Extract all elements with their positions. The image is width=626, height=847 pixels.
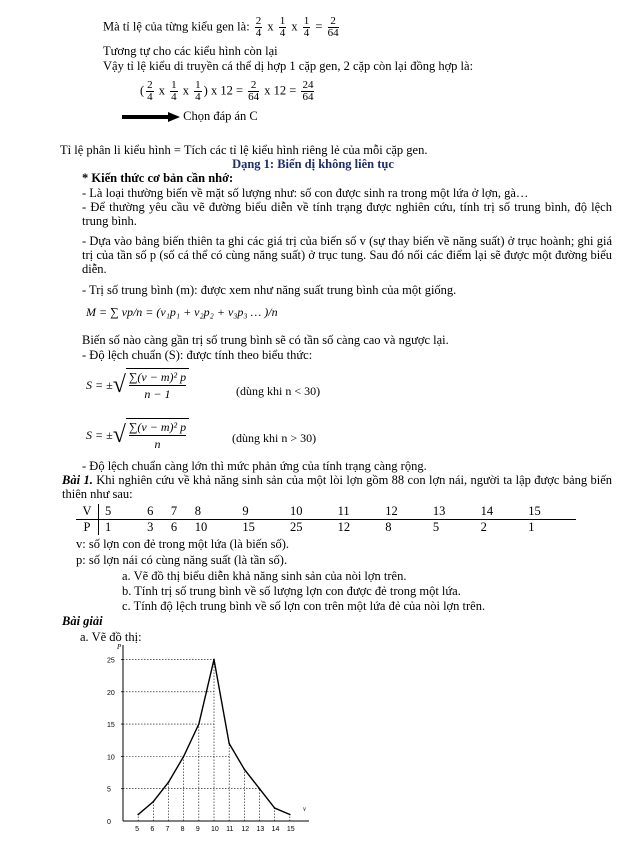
- after-mean-1: Biến số nào càng gần trị số trung bình sẽ có tần số càng cao và ngược lại.: [82, 333, 449, 347]
- table-cell: 5: [99, 504, 148, 520]
- y-tick-label: 10: [107, 754, 115, 762]
- x-tick-label: 10: [211, 826, 219, 833]
- y-tick-label: 20: [107, 689, 115, 697]
- formula-sd-small-note: (dùng khi n < 30): [236, 384, 321, 398]
- bai1-body: Khi nghiên cứu về khả năng sinh sản của một lòi lợn gồm 88 con lợn nái, người ta lập được bảng biến thiên như sau:: [62, 473, 613, 501]
- answer-line: [122, 109, 258, 123]
- solution-title: Bài giải: [62, 614, 103, 628]
- task-a: a. Vẽ đồ thị biểu diễn khả năng sinh sản của nòi lợn trên.: [122, 569, 407, 583]
- y-tick-label: 15: [107, 722, 115, 730]
- table-cell: 8: [195, 504, 243, 520]
- table-cell: 15: [242, 520, 255, 534]
- data-point: [183, 756, 185, 758]
- p-note: p: số lợn nái có cùng năng suất (là tần số).: [76, 553, 288, 567]
- formula-mean: M = ∑ vp/n = (v₁p₁ + v₂p₂ + v₃p₃ … )/n: [86, 305, 278, 319]
- data-point: [213, 659, 215, 661]
- data-point: [228, 743, 230, 745]
- table-header-p: P: [76, 520, 99, 536]
- bai1-label: Bài 1.: [62, 473, 93, 487]
- data-point: [274, 807, 276, 809]
- fraction: $\frac{2}{4}$: [147, 79, 153, 103]
- data-point: [259, 788, 261, 790]
- data-point: [244, 769, 246, 771]
- fraction: $\frac{1}{4}$: [171, 79, 177, 103]
- fraction: $\frac{2}{64}$: [327, 15, 339, 39]
- table-cell: 1: [528, 520, 535, 534]
- bai1-text: [62, 473, 612, 501]
- data-point: [289, 814, 291, 816]
- point-1: - Là loại thường biến về mặt số lượng như: số con được sinh ra trong một lứa ở lợn, gà…: [82, 186, 529, 200]
- y-tick-label: 5: [107, 786, 111, 794]
- x-tick-label: 12: [241, 826, 250, 833]
- variation-table: [76, 504, 576, 535]
- answer-text: Chọn đáp án C: [183, 109, 258, 123]
- table-cell: 9: [242, 504, 290, 520]
- intro-line-1-text: Mà tỉ lệ của từng kiểu gen là:: [103, 19, 250, 34]
- table-cell: 15: [528, 504, 576, 520]
- formula-sd-large: S = ±√ $\frac{\text{∑(v − m)² p}}{n}$: [86, 418, 189, 452]
- table-cell: 13: [433, 504, 481, 520]
- data-point: [153, 801, 155, 803]
- y-tick-label: 25: [107, 657, 115, 665]
- section-title: Dạng 1: Biến dị không liên tục: [232, 157, 394, 171]
- fraction: $\frac{1}{4}$: [195, 79, 201, 103]
- point-3: - Dựa vào bảng biến thiên ta ghi các giá trị của biến số v (sự thay biến về năng suất) ở trục hoành; ghi giá trị của tần số p (số cá thể có cùng năng suất) ở trục tung. Sau đó nối các điểm lại sẽ được một đường biểu diễn.: [82, 234, 612, 276]
- task-b: b. Tính trị số trung bình về số lượng lợn con được đẻ trong một lứa.: [122, 584, 461, 598]
- y-tick-label: 0: [107, 819, 111, 826]
- table-cell: 6: [147, 504, 171, 520]
- fraction: $\frac{2}{4}$: [255, 15, 262, 39]
- table-cell: 3: [147, 520, 154, 534]
- table-cell: 10: [290, 504, 338, 520]
- table-cell: 11: [338, 504, 386, 520]
- y-axis-label: P: [117, 643, 122, 651]
- table-row: [76, 520, 576, 536]
- fraction: $\frac{1}{4}$: [279, 15, 286, 39]
- table-cell: 8: [385, 520, 392, 534]
- x-tick-label: 8: [180, 826, 185, 833]
- x-tick-label: 14: [271, 826, 280, 833]
- table-header-v: V: [76, 504, 99, 520]
- table-cell: 10: [194, 520, 208, 534]
- arrow-right-icon: [122, 112, 180, 122]
- table-cell: 2: [480, 520, 487, 534]
- calc-line: ( $\frac{2}{4}$ x $\frac{1}{4}$ x $\frac{1}{4}$ ) x 12 = $\frac{2}{64}$ x 12 = $\frac{24}{64}$: [140, 79, 314, 103]
- table-cell: 6: [170, 520, 178, 534]
- after-mean-2: - Độ lệch chuẩn (S): được tính theo biểu thức:: [82, 348, 313, 362]
- formula-sd-large-note: (dùng khi n > 30): [232, 431, 317, 445]
- fraction: $\frac{1}{4}$: [303, 15, 310, 39]
- rule-text: Tỉ lệ phân li kiểu hình = Tích các tỉ lệ kiểu hình riêng lẻ của mỗi cặp gen.: [60, 143, 428, 157]
- table-cell: 12: [337, 520, 351, 534]
- x-tick-label: 7: [165, 826, 170, 833]
- fraction: $\frac{24}{64}$: [302, 79, 314, 103]
- intro-line-1: Mà tỉ lệ của từng kiểu gen là: $\frac{2}{4}$ x $\frac{1}{4}$ x $\frac{1}{4}$ = $\frac{2}{64}$: [103, 15, 339, 39]
- solution-a: a. Vẽ đồ thị:: [80, 630, 142, 644]
- data-point: [137, 814, 139, 816]
- fraction: $\frac{2}{64}$: [248, 79, 260, 103]
- point-2: - Để thường yêu cầu vẽ đường biểu diễn về tính trạng được nghiên cứu, tính trị số trung bình, độ lệch trung bình.: [82, 200, 612, 228]
- data-point: [198, 723, 200, 725]
- x-axis-label: v: [303, 805, 307, 813]
- task-c: c. Tính độ lệch trung bình về số lợn con trên một lứa đẻ của nòi lợn trên.: [122, 599, 486, 613]
- frequency-chart: [95, 643, 315, 843]
- table-cell: 7: [171, 504, 195, 520]
- x-tick-label: 6: [150, 826, 155, 833]
- intro-line-3: Vậy tỉ lệ kiểu di truyền cá thể dị hợp 1 cặp gen, 2 cặp còn lại đồng hợp là:: [103, 59, 474, 73]
- x-tick-label: 15: [286, 826, 295, 833]
- intro-line-2: Tương tự cho các kiểu hình còn lại: [103, 44, 278, 58]
- knowledge-title: * Kiến thức cơ bản cần nhớ:: [82, 171, 234, 185]
- formula-sd-small: S = ±√ $\frac{\text{∑(v − m)² p}}{n - 1}$: [86, 368, 189, 402]
- table-cell: 1: [105, 520, 112, 534]
- v-note: v: số lợn con đẻ trong một lứa (là biến số).: [76, 537, 290, 551]
- x-tick-label: 9: [195, 826, 200, 833]
- table-cell: 14: [481, 504, 529, 520]
- x-tick-label: 11: [226, 826, 234, 833]
- x-tick-label: 5: [135, 826, 140, 833]
- table-cell: 12: [385, 504, 433, 520]
- point-4: - Trị số trung bình (m): được xem như năng suất trung bình của một giống.: [82, 283, 457, 297]
- table-row: [76, 504, 576, 520]
- data-point: [168, 781, 170, 783]
- table-cell: 5: [432, 520, 440, 534]
- table-cell: 25: [290, 520, 303, 534]
- x-tick-label: 13: [256, 826, 265, 833]
- sd-note: - Độ lệch chuẩn càng lớn thì mức phản ứng của tính trạng càng rộng.: [82, 459, 427, 473]
